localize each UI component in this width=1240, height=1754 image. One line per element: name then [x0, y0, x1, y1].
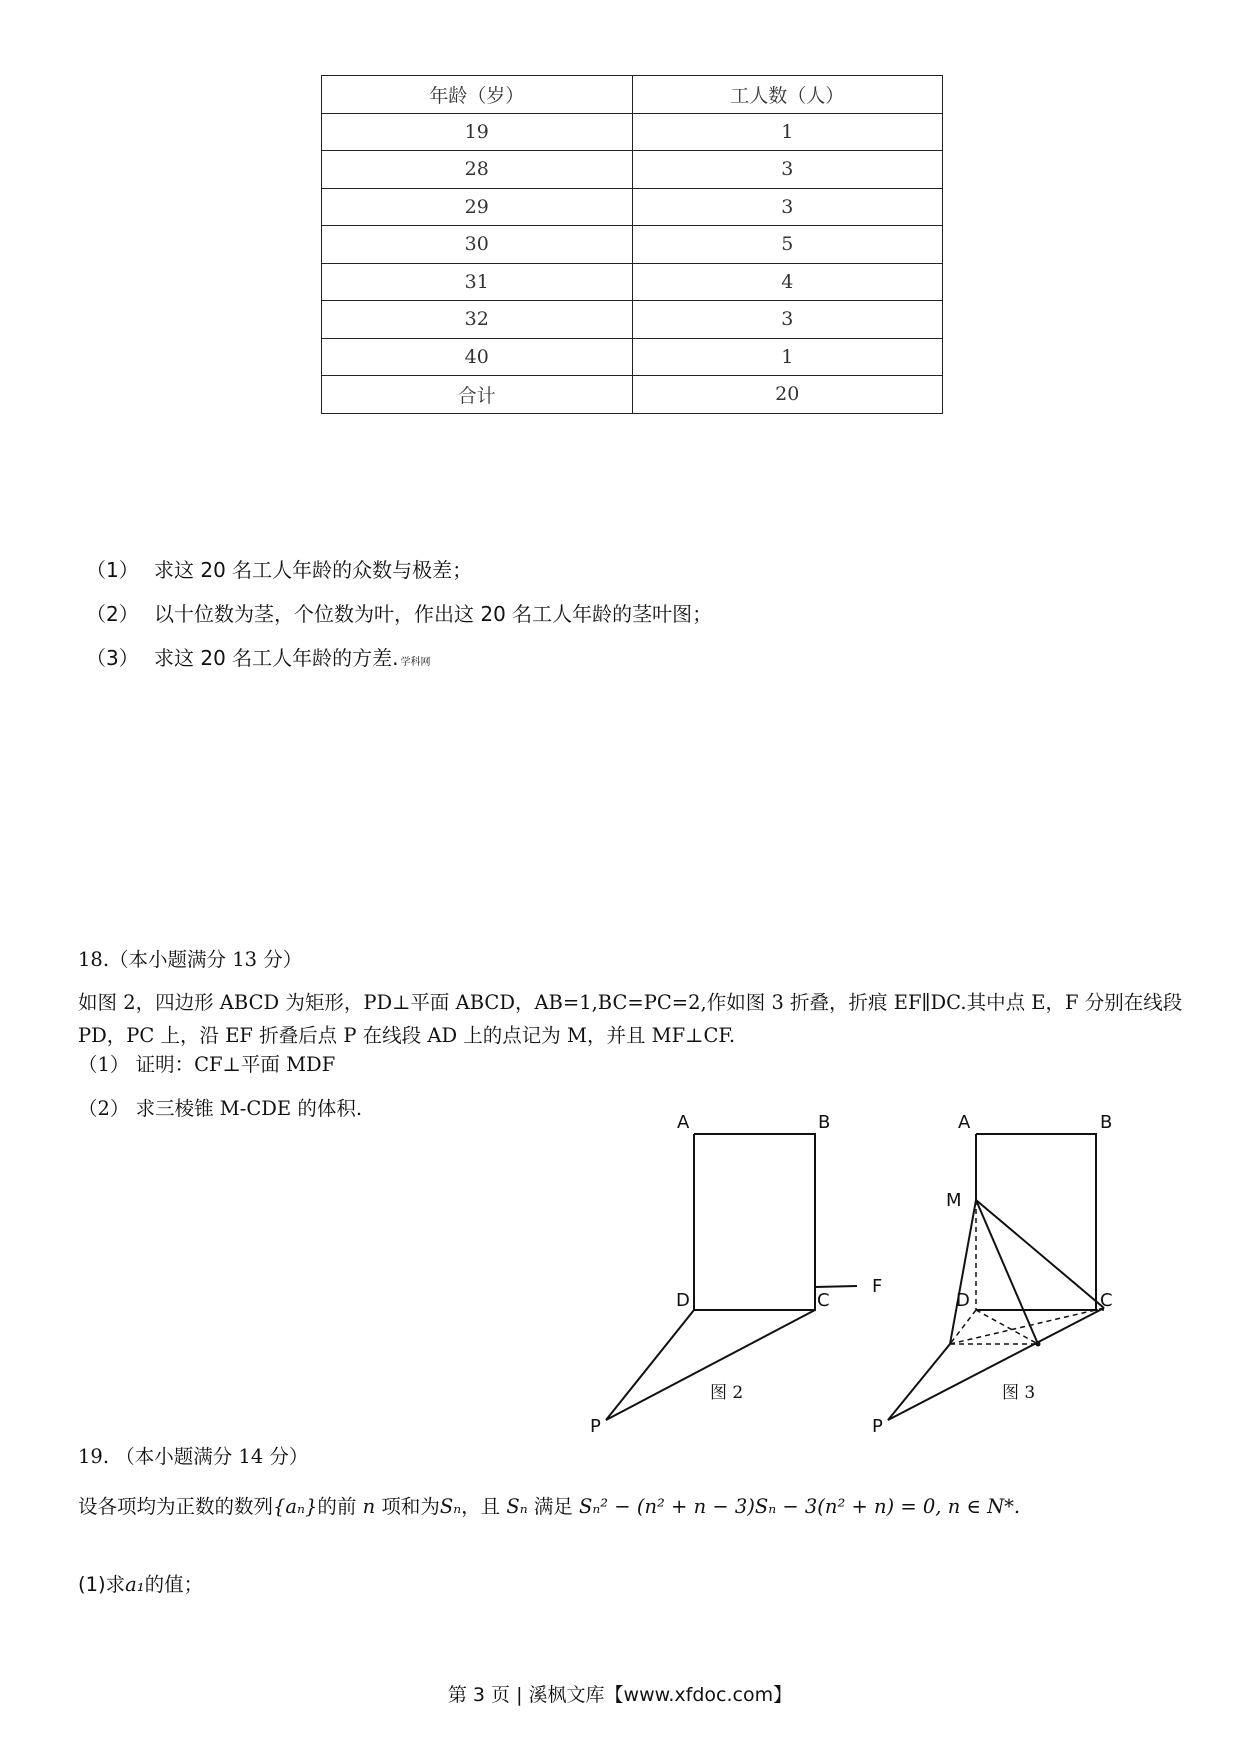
- age-cell: 31: [322, 263, 633, 301]
- fig3-line-DF-dashed: [976, 1310, 1038, 1344]
- q18-sub-1: （1） 证明：CF⊥平面 MDF: [78, 1053, 336, 1076]
- fig3-label-D: D: [956, 1290, 970, 1311]
- page-footer: 第 3 页 | 溪枫文库【www.xfdoc.com】: [447, 1684, 793, 1706]
- count-cell: 4: [632, 263, 943, 301]
- age-cell: 30: [322, 226, 633, 264]
- age-cell: 40: [322, 338, 633, 376]
- age-cell: 19: [322, 113, 633, 151]
- fig3-label-M: M: [946, 1190, 962, 1211]
- age-cell: 合计: [322, 376, 633, 414]
- q18-line-1: 如图 2，四边形 ABCD 为矩形，PD⊥平面 ABCD，AB=1,BC=PC=2,作如图 3 折叠，折痕 EF∥DC.其中点 E，F 分别在线段: [78, 991, 1183, 1014]
- fig2-label-A: A: [677, 1112, 690, 1133]
- figure-3: [872, 1112, 1113, 1437]
- age-cell: 29: [322, 188, 633, 226]
- q19-part-1: (1)求a₁的值；: [78, 1573, 204, 1596]
- fig2-label-C: C: [817, 1290, 830, 1311]
- fig2-label-B: B: [818, 1112, 831, 1133]
- count-cell: 20: [632, 376, 943, 414]
- q19-heading: 19. （本小题满分 14 分）: [78, 1445, 309, 1468]
- fig3-rectangle: [976, 1134, 1096, 1310]
- q18-line-2: PD，PC 上，沿 EF 折叠后点 P 在线段 AD 上的点记为 M，并且 MF⊥CF.: [78, 1024, 736, 1047]
- fig3-line-MC: [976, 1200, 1104, 1308]
- symbol-n: n: [362, 1495, 376, 1518]
- fig2-label-D: D: [676, 1290, 690, 1311]
- count-cell: 1: [632, 113, 943, 151]
- symbol-sn: Sₙ: [439, 1495, 462, 1518]
- fig2-caption: 图 2: [710, 1383, 744, 1403]
- q17-item-2: （2） 以十位数为茎，个位数为叶，作出这 20 名工人年龄的茎叶图；: [86, 602, 713, 626]
- watermark-text: 学科网: [400, 657, 431, 668]
- symbol-a1: a₁: [125, 1573, 145, 1596]
- age-cell: 28: [322, 151, 633, 189]
- q17-item-3: （3） 求这 20 名工人年龄的方差. 学科网: [86, 646, 431, 670]
- fig2-label-P: P: [590, 1416, 601, 1437]
- figure-2: [590, 1112, 882, 1437]
- sequence-an: {aₙ}: [273, 1495, 318, 1518]
- age-cell: 年龄（岁）: [322, 76, 633, 114]
- equation: Sₙ² − (n² + n − 3)Sₙ − 3(n² + n) = 0, n ∈ N*.: [579, 1495, 1021, 1518]
- fig3-label-B: B: [1100, 1112, 1113, 1133]
- fig3-caption: 图 3: [1002, 1383, 1036, 1403]
- symbol-sn-2: Sₙ: [506, 1495, 528, 1518]
- count-cell: 3: [632, 301, 943, 339]
- count-cell: 5: [632, 226, 943, 264]
- fig3-point-F: [1036, 1342, 1041, 1347]
- fig3-label-P: P: [872, 1416, 883, 1437]
- fig2-triangle-DPC: [606, 1310, 815, 1420]
- q19-statement: 设各项均为正数的数列{aₙ}的前 n 项和为Sₙ，且 Sₙ 满足 Sₙ² − (n² + n − 3)Sₙ − 3(n² + n) = 0, n ∈ N*.: [78, 1495, 1021, 1518]
- fig3-label-C: C: [1100, 1290, 1113, 1311]
- count-cell: 3: [632, 188, 943, 226]
- q17-item-1: （1） 求这 20 名工人年龄的众数与极差；: [86, 558, 473, 582]
- fig2-segment-CF: [815, 1286, 857, 1287]
- count-cell: 3: [632, 151, 943, 189]
- age-cell: 32: [322, 301, 633, 339]
- fig2-label-F: F: [872, 1276, 883, 1297]
- fig3-line-MF: [976, 1200, 1038, 1344]
- fig3-label-A: A: [958, 1112, 971, 1133]
- fig2-rectangle: [694, 1134, 815, 1310]
- q18-heading: 18.（本小题满分 13 分）: [78, 948, 303, 971]
- q18-sub-2: （2） 求三棱锥 M-CDE 的体积.: [78, 1097, 363, 1120]
- count-cell: 工人数（人）: [632, 76, 943, 114]
- fig3-line-ME: [950, 1200, 976, 1344]
- count-cell: 1: [632, 338, 943, 376]
- fig3-triangle-PC: [888, 1308, 1104, 1420]
